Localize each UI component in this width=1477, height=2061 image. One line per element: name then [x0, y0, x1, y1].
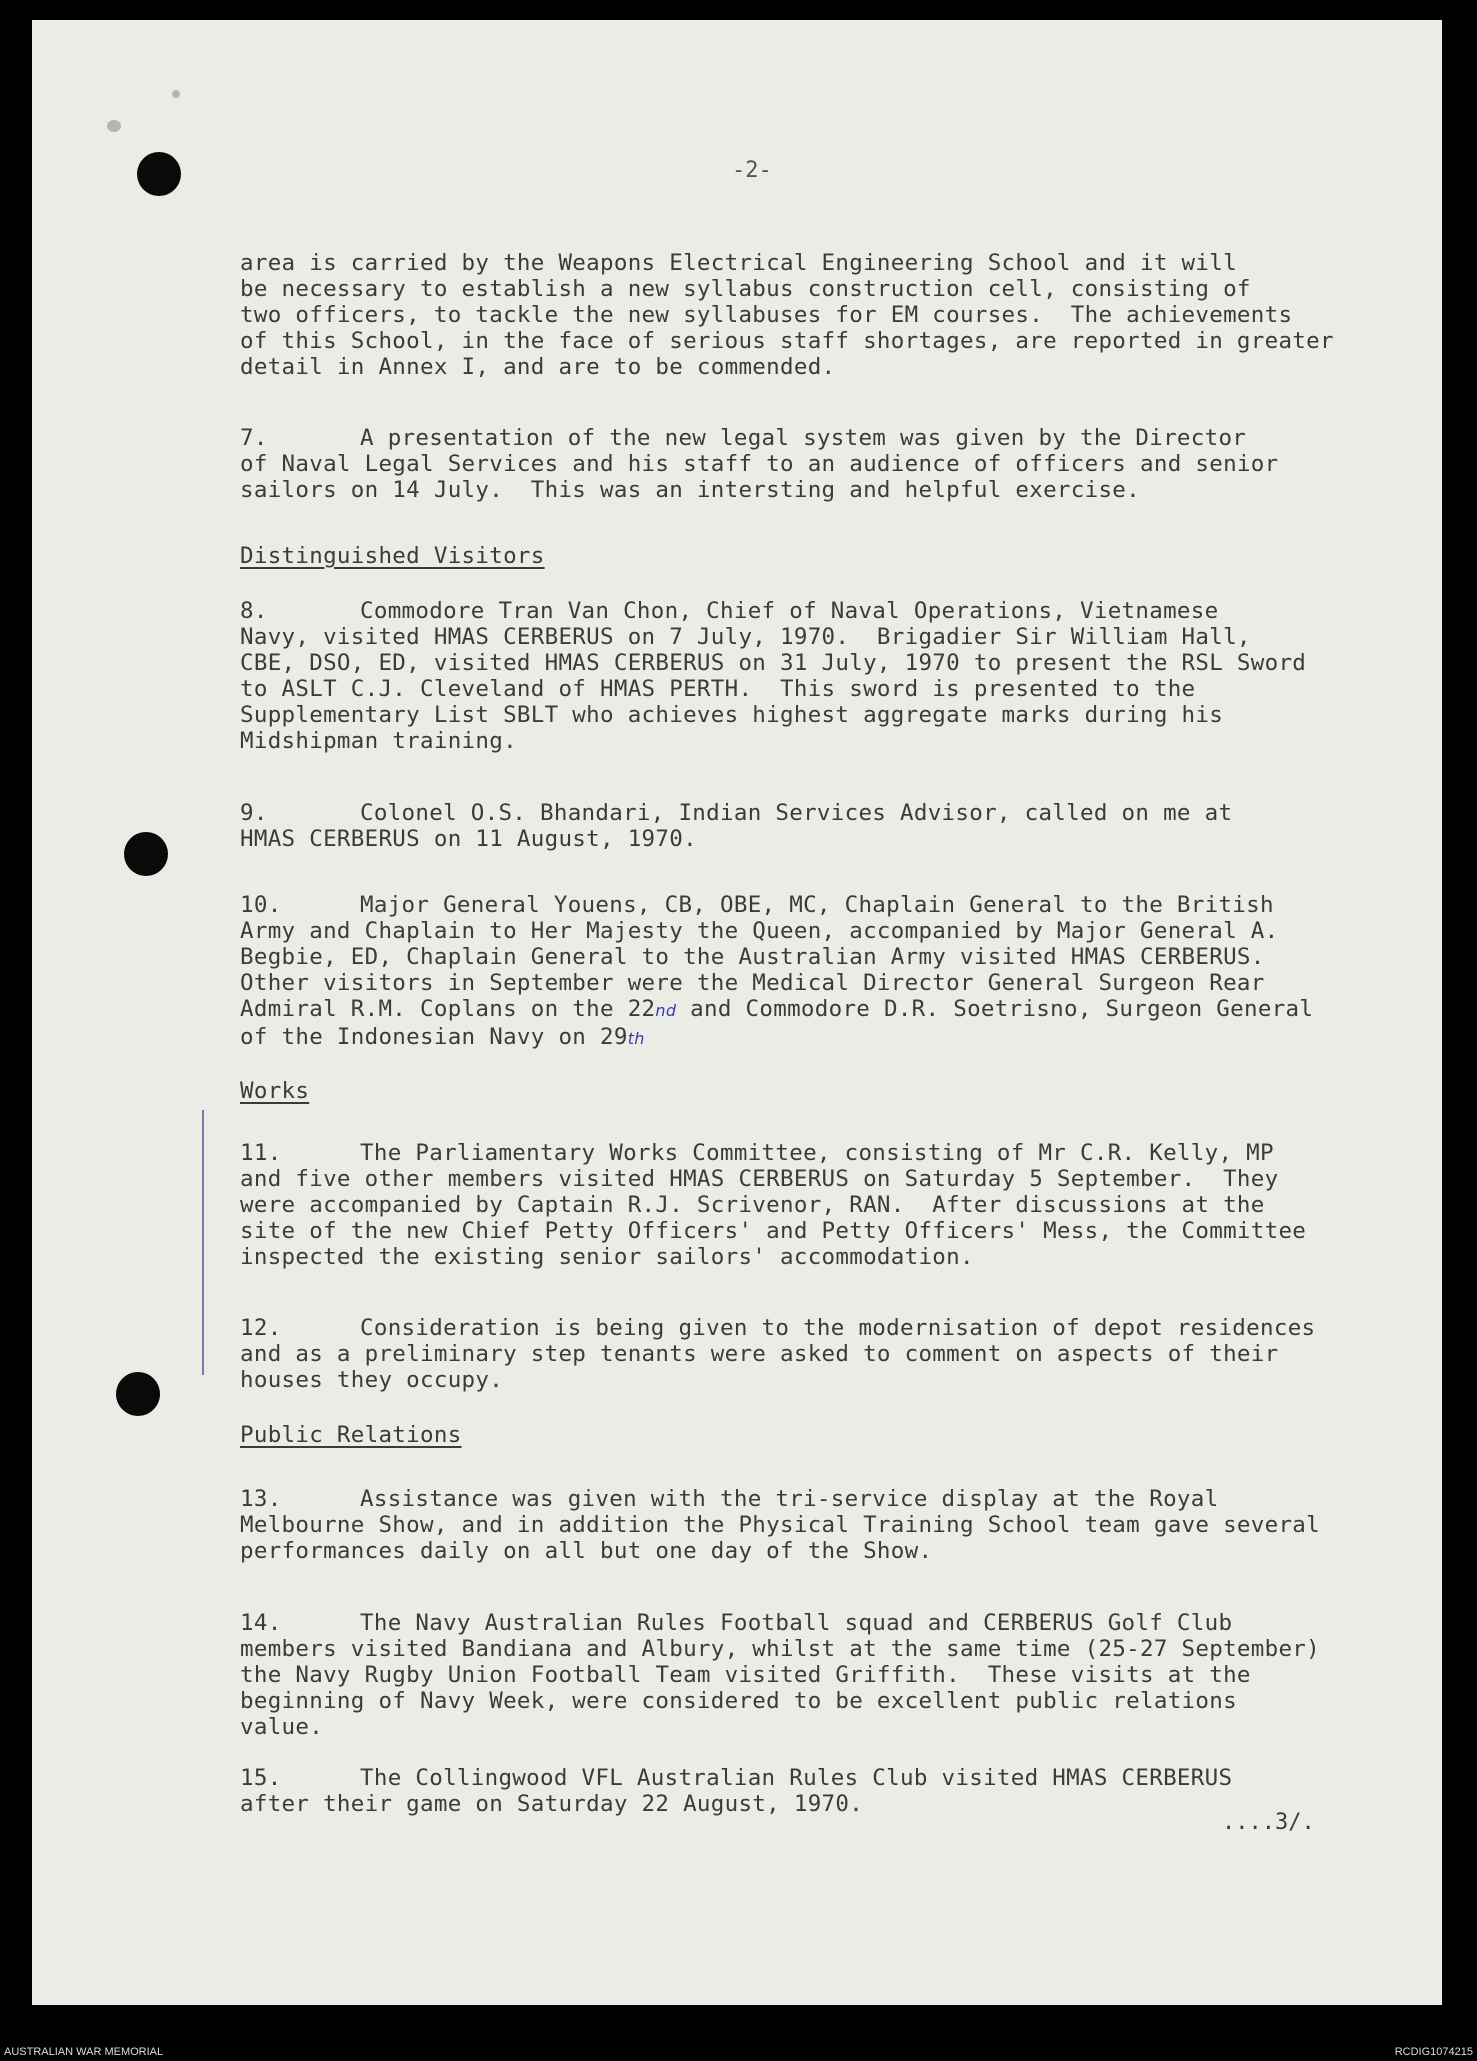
page-number: -2- — [732, 158, 772, 183]
text-line: site of the new Chief Petty Officers' and Petty Officers' Mess, the Committee — [240, 1218, 1307, 1244]
handwritten-annotation: th — [627, 1029, 645, 1048]
paragraph-number: 9. — [240, 800, 268, 826]
archive-footer — [0, 2044, 1477, 2061]
text-line: two officers, to tackle the new syllabuses for EM courses. The achievements — [240, 302, 1293, 328]
paper-tear-mark — [172, 90, 180, 98]
text-line: Consideration is being given to the modernisation of depot residences — [360, 1315, 1316, 1341]
text-line: of the Indonesian Navy on 29 — [240, 1024, 628, 1050]
text-line: Midshipman training. — [240, 728, 517, 754]
footer-source: AUSTRALIAN WAR MEMORIAL — [4, 2046, 164, 2058]
text-line: value. — [240, 1714, 324, 1740]
punch-hole-top — [137, 152, 181, 196]
paragraph-13 — [240, 1486, 1380, 1564]
footer-record-id: RCDIG1074215 — [1394, 2046, 1473, 2058]
text-line: Other visitors in September were the Medical Director General Surgeon Rear — [240, 970, 1265, 996]
text-line: Colonel O.S. Bhandari, Indian Services Advisor, called on me at — [360, 800, 1233, 826]
paragraph-number: 10. — [240, 892, 282, 918]
paragraph-number: 7. — [240, 425, 268, 451]
text-line: inspected the existing senior sailors' accommodation. — [240, 1244, 974, 1270]
document-page — [32, 20, 1442, 2005]
paragraph-intro — [240, 250, 1380, 380]
paragraph-14 — [240, 1610, 1380, 1740]
text-line: to ASLT C.J. Cleveland of HMAS PERTH. This sword is presented to the — [240, 676, 1196, 702]
text-line: detail in Annex I, and are to be commended. — [240, 354, 836, 380]
text-line: Major General Youens, CB, OBE, MC, Chaplain General to the British — [360, 892, 1274, 918]
text-line: Begbie, ED, Chaplain General to the Australian Army visited HMAS CERBERUS. — [240, 944, 1265, 970]
paragraph-7 — [240, 425, 1380, 503]
paragraph-number: 15. — [240, 1765, 282, 1791]
heading-works: Works — [240, 1078, 310, 1104]
paragraph-number: 8. — [240, 598, 268, 624]
punch-hole-middle — [124, 832, 168, 876]
text-line: The Collingwood VFL Australian Rules Club visited HMAS CERBERUS — [360, 1765, 1233, 1791]
margin-pen-line — [202, 1110, 204, 1375]
text-line: Admiral R.M. Coplans on the 22 — [240, 996, 656, 1022]
text-line: Assistance was given with the tri-service display at the Royal — [360, 1486, 1219, 1512]
paragraph-8 — [240, 598, 1380, 754]
paragraph-15 — [240, 1765, 1380, 1817]
text-line: after their game on Saturday 22 August, 1970. — [240, 1791, 864, 1817]
text-line: The Parliamentary Works Committee, consisting of Mr C.R. Kelly, MP — [360, 1140, 1274, 1166]
text-line: and as a preliminary step tenants were asked to comment on aspects of their — [240, 1341, 1279, 1367]
text-line: Army and Chaplain to Her Majesty the Queen, accompanied by Major General A. — [240, 918, 1279, 944]
text-line: A presentation of the new legal system was given by the Director — [360, 425, 1247, 451]
text-line: Supplementary List SBLT who achieves highest aggregate marks during his — [240, 702, 1224, 728]
text-line: the Navy Rugby Union Football Team visited Griffith. These visits at the — [240, 1662, 1251, 1688]
paragraph-number: 14. — [240, 1610, 282, 1636]
handwritten-annotation: nd — [655, 1001, 677, 1020]
paragraph-number: 13. — [240, 1486, 282, 1512]
text-line: and five other members visited HMAS CERBERUS on Saturday 5 September. They — [240, 1166, 1279, 1192]
text-line: of Naval Legal Services and his staff to an audience of officers and senior — [240, 451, 1279, 477]
paragraph-number: 12. — [240, 1315, 282, 1341]
punch-hole-bottom — [116, 1372, 160, 1416]
paragraph-number: 11. — [240, 1140, 282, 1166]
heading-public-relations: Public Relations — [240, 1422, 462, 1448]
paragraph-11 — [240, 1140, 1380, 1270]
text-line: were accompanied by Captain R.J. Scrivenor, RAN. After discussions at the — [240, 1192, 1265, 1218]
text-line: beginning of Navy Week, were considered to be excellent public relations — [240, 1688, 1237, 1714]
text-line: Commodore Tran Van Chon, Chief of Naval Operations, Vietnamese — [360, 598, 1219, 624]
text-line: sailors on 14 July. This was an intersting and helpful exercise. — [240, 477, 1140, 503]
text-line: The Navy Australian Rules Football squad and CERBERUS Golf Club — [360, 1610, 1233, 1636]
text-line: Navy, visited HMAS CERBERUS on 7 July, 1970. Brigadier Sir William Hall, — [240, 624, 1251, 650]
paragraph-9 — [240, 800, 1380, 852]
text-line: of this School, in the face of serious staff shortages, are reported in greater — [240, 328, 1334, 354]
text-line: area is carried by the Weapons Electrical Engineering School and it will — [240, 250, 1237, 276]
paragraph-10 — [240, 892, 1380, 1052]
text-line: Melbourne Show, and in addition the Physical Training School team gave several — [240, 1512, 1320, 1538]
text-line: be necessary to establish a new syllabus construction cell, consisting of — [240, 276, 1251, 302]
heading-distinguished-visitors: Distinguished Visitors — [240, 543, 545, 569]
text-line: houses they occupy. — [240, 1367, 504, 1393]
continuation-marker: ....3/. — [1222, 1810, 1315, 1835]
text-line: members visited Bandiana and Albury, whilst at the same time (25-27 September) — [240, 1636, 1320, 1662]
paper-tear-mark — [107, 120, 121, 132]
text-line: performances daily on all but one day of the Show. — [240, 1538, 933, 1564]
paragraph-12 — [240, 1315, 1380, 1393]
text-line: and Commodore D.R. Soetrisno, Surgeon General — [676, 996, 1314, 1022]
text-line: HMAS CERBERUS on 11 August, 1970. — [240, 826, 697, 852]
text-line: CBE, DSO, ED, visited HMAS CERBERUS on 31 July, 1970 to present the RSL Sword — [240, 650, 1307, 676]
